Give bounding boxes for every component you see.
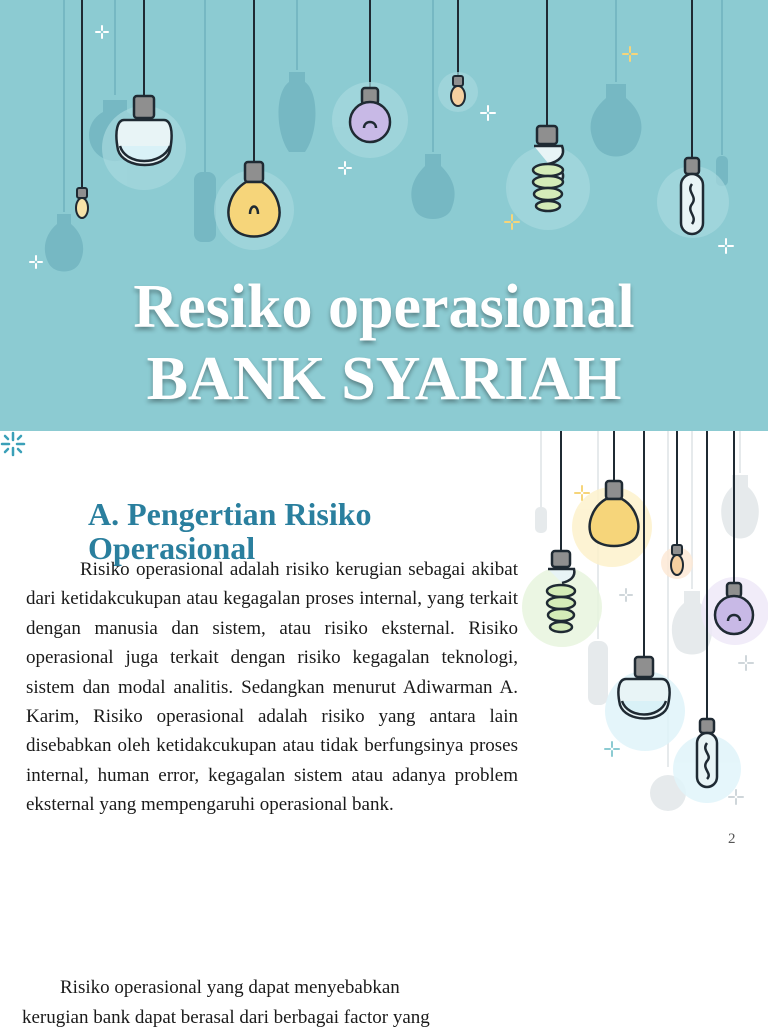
page-number: 2 [728, 831, 736, 847]
sparkle-icon [0, 431, 26, 457]
edison-bulb-icon [697, 719, 717, 787]
slide-title-line1: Resiko operasional [133, 273, 635, 341]
continuation-slide [0, 861, 768, 1028]
tiny-bulb-icon [76, 188, 88, 218]
definition-paragraph: Risiko operasional adalah risiko kerugian sebagai akibat dari ketidakcukupan atau kegagalan proses internal, yang terkait dengan manusia dan sistem, atau risiko eksternal. Risiko operasional juga terkait dengan risiko kegagalan teknologi, sistem dan modal analitis. Sedangkan menurut Adiwarman A. Karim, Risiko operasional adalah risiko yang antara lain disebabkan oleh ketidakcukupan atau tidak berfungsinya proses internal, human error, kegagalan sistem atau adanya problem eksternal yang mempengaruhi operasional bank. [26, 559, 518, 816]
yellow-bulb-icon [228, 162, 279, 237]
edison-bulb-icon [681, 158, 703, 234]
small-bulb-icon [451, 76, 465, 106]
continuation-line2: kerugian bank dapat berasal dari berbagai factor yang [22, 1007, 430, 1028]
spiral-bulb-icon [533, 126, 563, 211]
led-bulb-icon [618, 657, 669, 719]
section-heading: A. Pengertian Risiko Operasional [88, 496, 372, 566]
continuation-paragraph [22, 973, 492, 1033]
slide-title-line2: BANK SYARIAH [146, 345, 622, 413]
spiral-bulb-icon [547, 551, 575, 632]
continuation-line1: Risiko operasional yang dapat menyebabkan [60, 977, 400, 998]
small-bulb-icon [671, 545, 683, 575]
definition-slide [0, 431, 768, 861]
title-slide [0, 0, 768, 431]
